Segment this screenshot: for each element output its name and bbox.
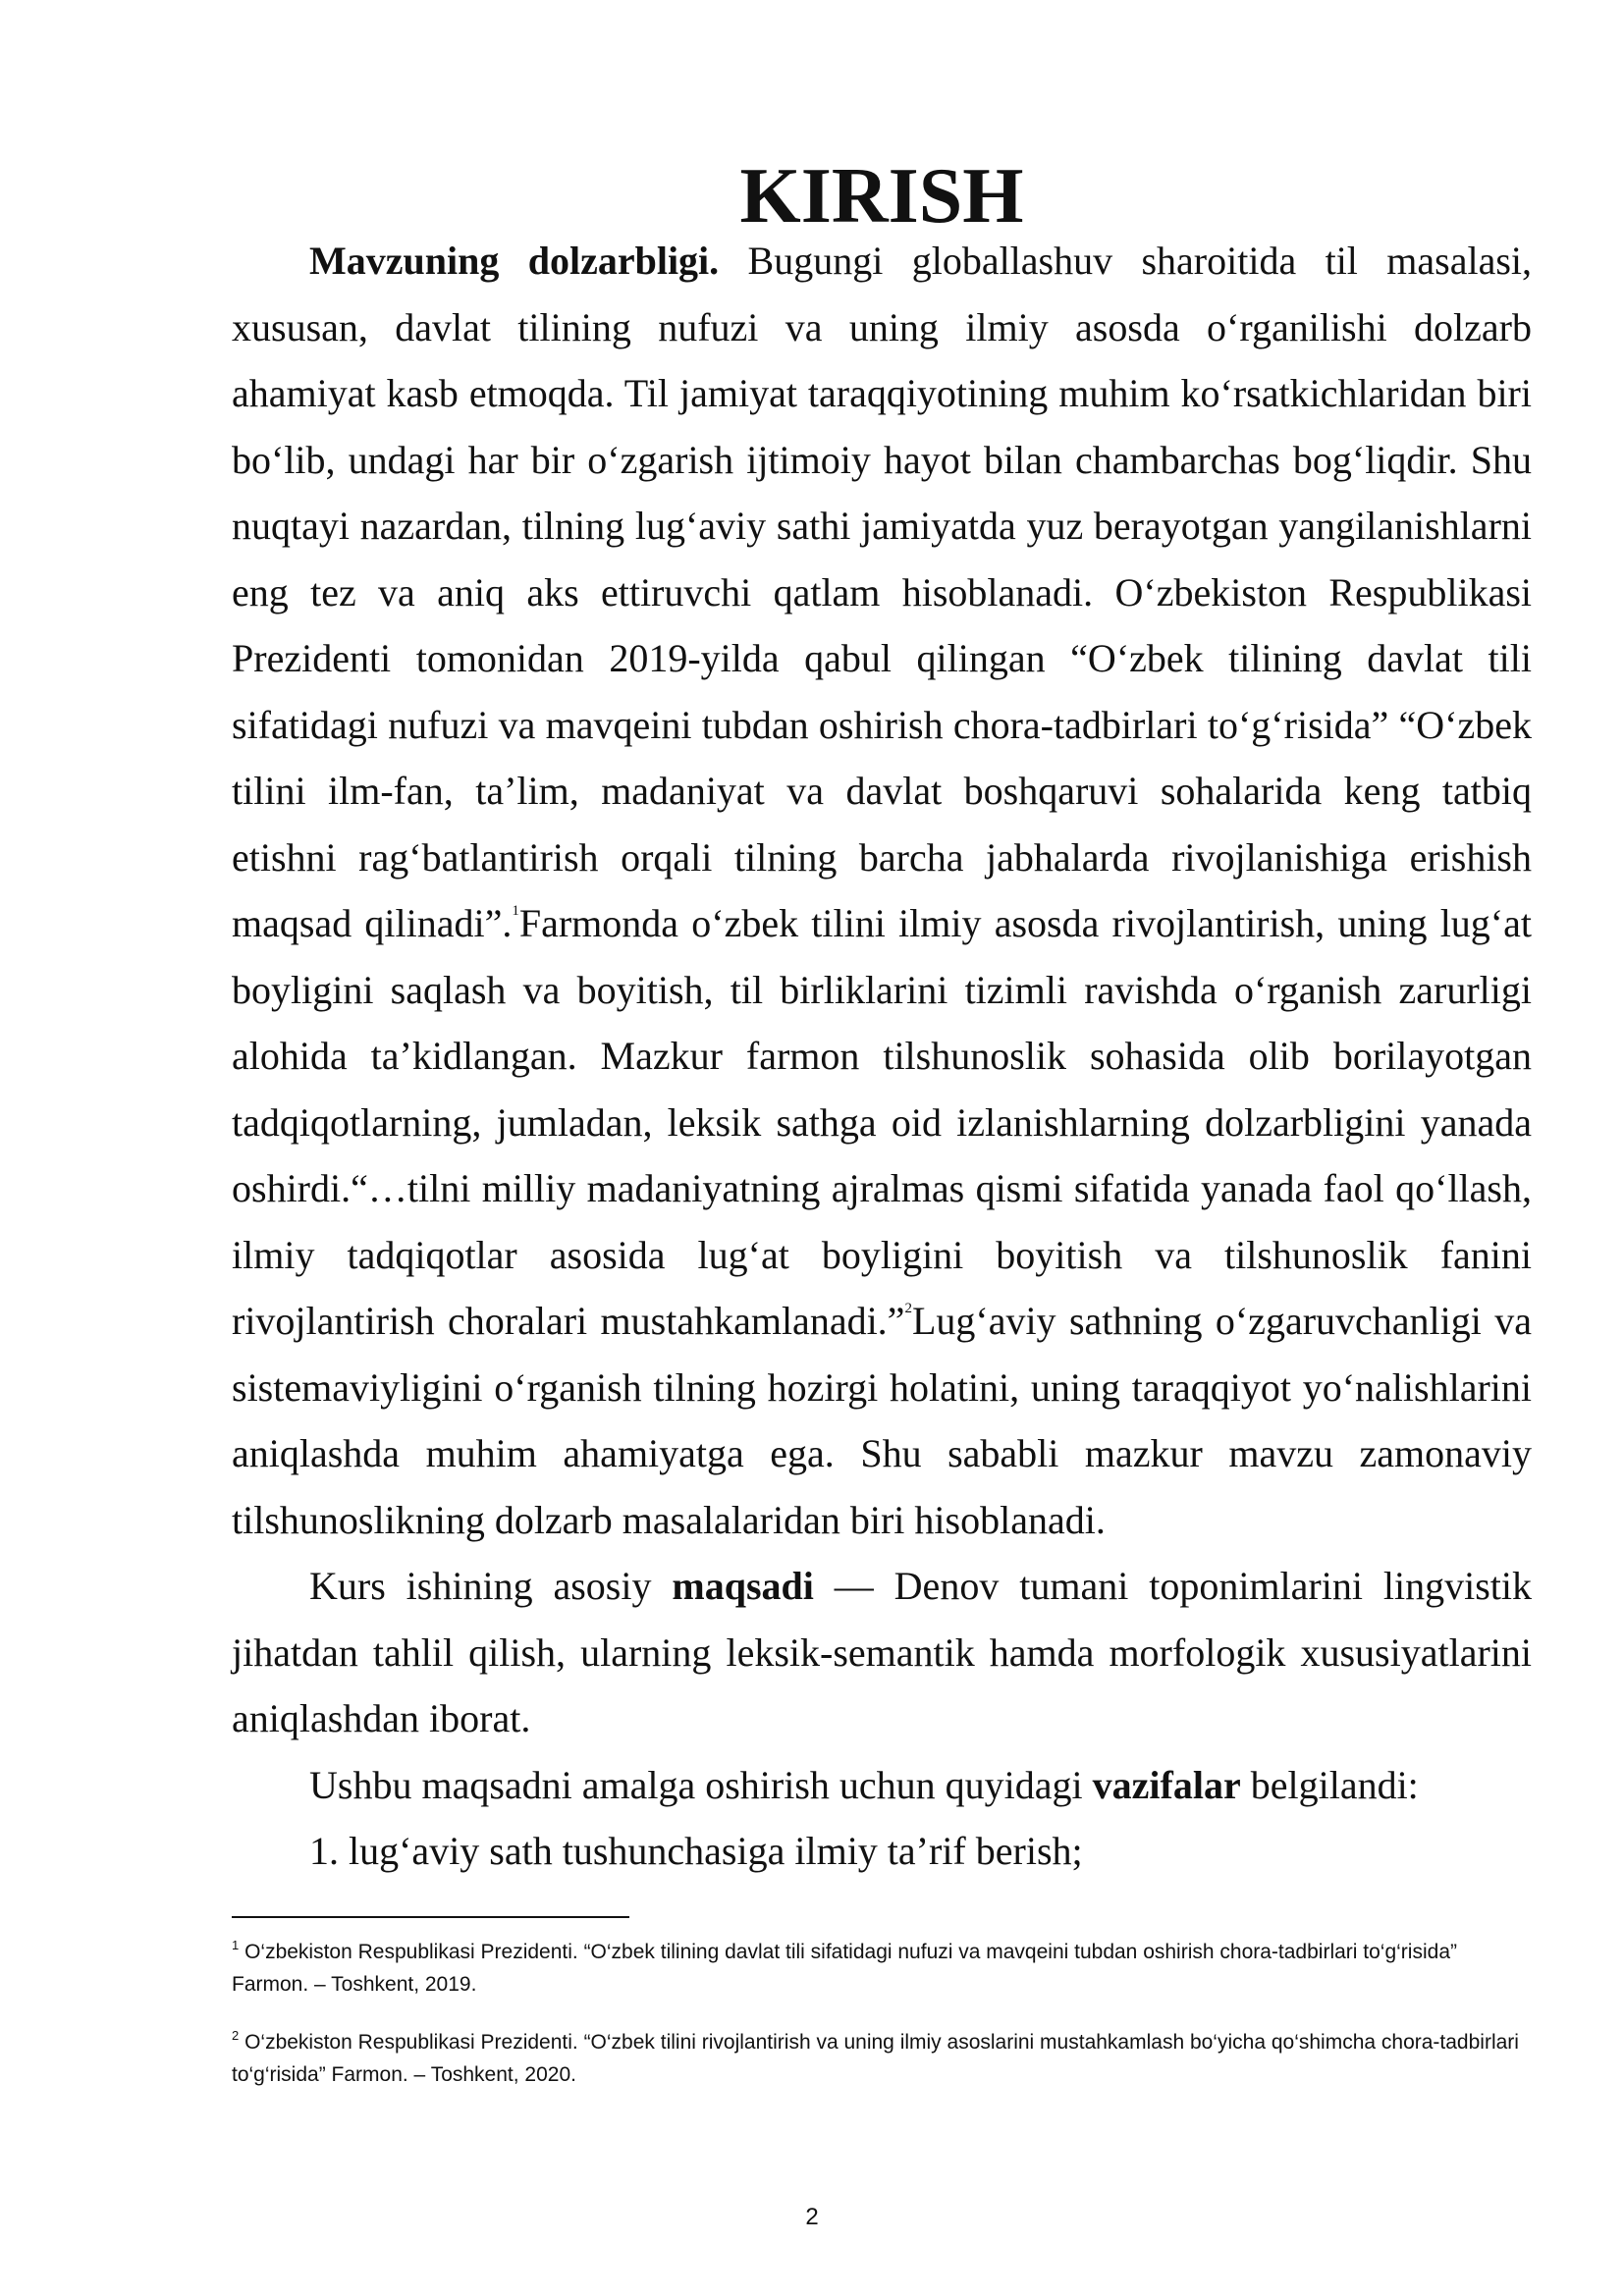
footnote-text-2: O‘zbekiston Respublikasi Prezidenti. “O‘zbek tilini rivojlantirish va uning ilmiy asoslarini mustahkamlash bo‘yicha qo‘shimcha chora-tadbirlari to‘g‘risida” Farmon. – Toshkent, 2020. (232, 2031, 1519, 2086)
footnote-2 (232, 2026, 1532, 2091)
footnote-text-1: O‘zbekiston Respublikasi Prezidenti. “O‘zbek tilining davlat tili sifatidagi nufuzi va mavqeini tubdan oshirish chora-tadbirlari to‘g‘risida” Farmon. – Toshkent, 2019. (232, 1941, 1457, 1996)
relevance-text-1: Bugungi globallashuv sharoitida til masalasi, xususan, davlat tilining nufuzi va uning ilmiy asosda o‘rganilishi dolzarb ahamiyat kasb etmoqda. Til jamiyat taraqqiyotining muhim ko‘rsatkichlaridan biri bo‘lib, undagi har bir o‘zgarish ijtimoiy hayot bilan chambarchas bog‘liqdir. Shu nuqtayi nazardan, tilning lug‘aviy sathi jamiyatda yuz berayotgan yangilanishlarni eng tez va aniq aks ettiruvchi qatlam hisoblanadi. O‘zbekiston Respublikasi Prezidenti tomonidan 2019-yilda qabul qilingan “O‘zbek tilining davlat tili sifatidagi nufuzi va mavqeini tubdan oshirish chora-tadbirlari to‘g‘risida” “O‘zbek tilini ilm-fan, ta’lim, madaniyat va davlat boshqaruvi sohalarida keng tatbiq etishni rag‘batlantirish orqali tilning barcha jabhalarda rivojlanishiga erishish maqsad qilinadi”. (232, 239, 1533, 945)
footnote-ref-2[interactable]: 2 (904, 1301, 912, 1316)
task-list-item: 1. lug‘aviy sath tushunchasiga ilmiy ta’rif berish; (309, 1829, 1083, 1873)
goal-paragraph (232, 1553, 1532, 1752)
footnotes (232, 1936, 1532, 2116)
relevance-paragraph (232, 228, 1532, 1553)
footnote-mark-2: 2 (232, 2028, 240, 2043)
goal-keyword: maqsadi (672, 1564, 814, 1608)
goal-text-before: Kurs ishining asosiy (309, 1564, 673, 1608)
relevance-text-3: Lug‘aviy sathning o‘zgaruvchanligi va sistemaviyligini o‘rganish tilning hozirgi holatini, uning taraqqiyot yo‘nalishlarini aniqlashda muhim ahamiyatga ega. Shu sababli mazkur mavzu zamonaviy tilshunoslikning dolzarb masalalaridan biri hisoblanadi. (232, 1299, 1532, 1542)
tasks-text-before: Ushbu maqsadni amalga oshirish uchun quyidagi (309, 1762, 1093, 1807)
tasks-text-after: belgilandi: (1240, 1762, 1419, 1807)
tasks-paragraph (232, 1752, 1532, 1819)
body-text (232, 153, 1533, 1885)
goal-text-after: — Denov tumani toponimlarini lingvistik jihatdan tahlil qilish, ularning leksik-semantik hamda morfologik xususiyatlarini aniqlashdan iborat. (232, 1564, 1532, 1740)
tasks-keyword: vazifalar (1092, 1762, 1241, 1807)
page-number: 2 (805, 2204, 819, 2230)
section-heading: KIRISH (739, 153, 1024, 240)
footnote-1 (232, 1936, 1532, 2001)
footnote-separator (232, 1916, 629, 1918)
footnote-mark-1: 1 (232, 1938, 240, 1952)
relevance-lead: Mavzuning dolzarbligi. (309, 239, 720, 283)
footnote-ref-1[interactable]: 1 (512, 903, 519, 919)
relevance-text-2: Farmonda o‘zbek tilini ilmiy asosda rivojlantirish, uning lug‘at boyligini saqlash va boyitish, til birliklarini tizimli ravishda o‘rganish zarurligi alohida ta’kidlangan. Mazkur farmon tilshunoslik sohasida olib borilayotgan tadqiqotlarning, jumladan, leksik sathga oid izlanishlarning dolzarbligini yanada oshirdi.“…tilni milliy madaniyatning ajralmas qismi sifatida yanada faol qo‘llash, ilmiy tadqiqotlar asosida lug‘at boyligini boyitish va tilshunoslik fanini rivojlantirish choralari mustahkamlanadi.” (232, 901, 1532, 1343)
